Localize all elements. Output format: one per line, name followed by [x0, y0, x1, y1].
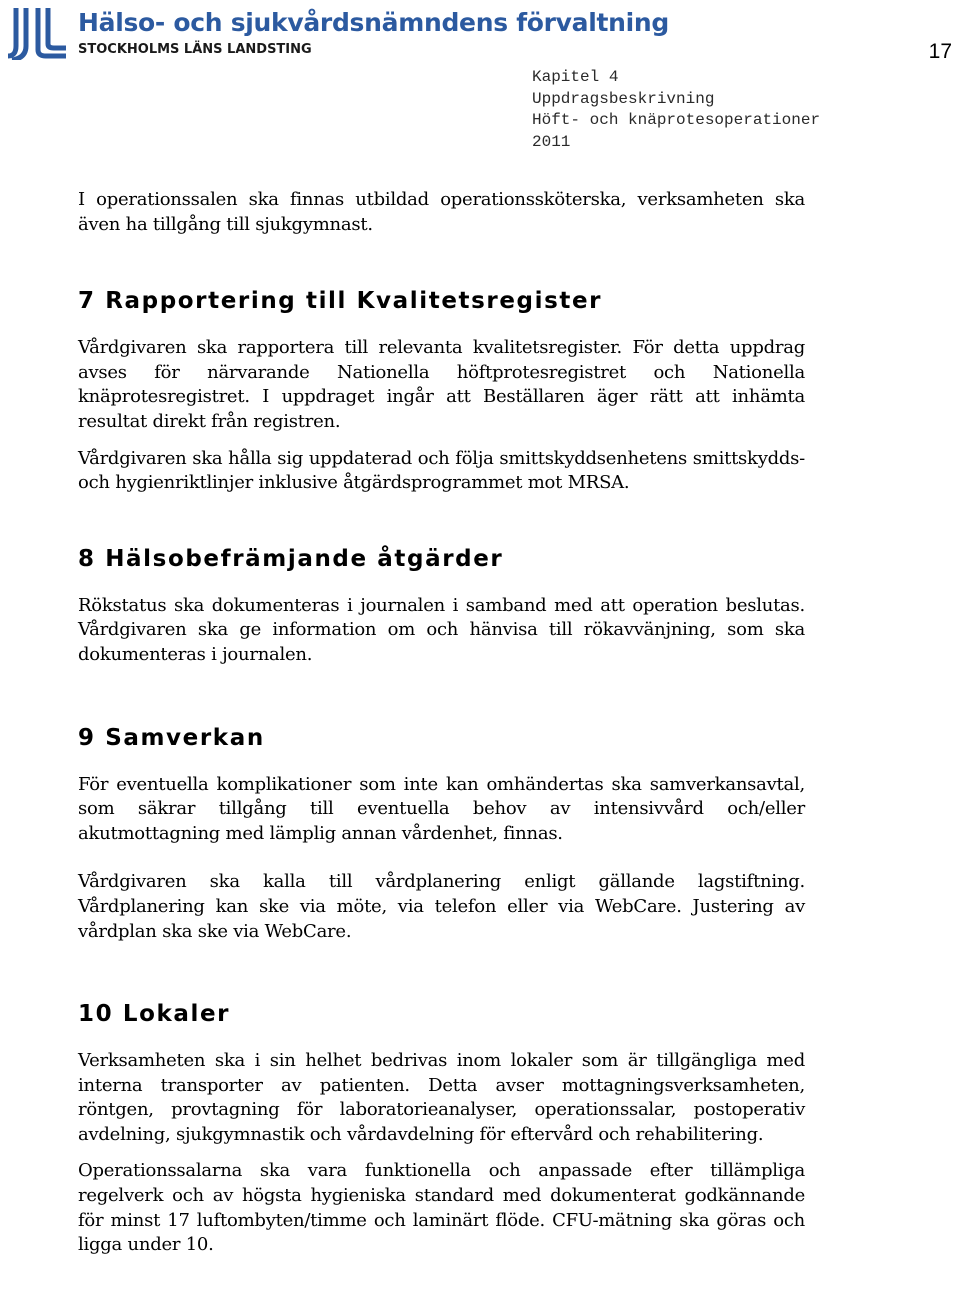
section-heading-10: 10 Lokaler: [78, 1001, 231, 1028]
org-subtitle: STOCKHOLMS LÄNS LANDSTING: [78, 42, 312, 57]
meta-year: 2011: [532, 132, 571, 151]
meta-doc-type: Uppdragsbeskrivning: [532, 89, 715, 108]
document-body: [78, 188, 805, 1258]
document-meta: [532, 67, 820, 153]
section-7-paragraph-2: Vårdgivaren ska hålla sig uppdaterad och följa smittskyddsenhetens smittskydds- och hygienriktlinjer inklusive åtgärdsprogrammet mot MRSA.: [78, 447, 805, 494]
section-7-paragraph-1: Vårdgivaren ska rapportera till relevanta kvalitetsregister. För detta uppdrag avses för närvarande Nationella höftprotesregistret och Nationella knäprotesregistret. I uppdraget ingår att Beställaren äger rätt att inhämta resultat direkt från registren.: [78, 337, 805, 432]
page-number: 17: [928, 40, 952, 63]
section-9-paragraph-1: För eventuella komplikationer som inte kan omhändertas ska samverkansavtal, som säkrar tillgång till eventuella behov av intensivvård och/eller akutmottagning med lämplig annan vårdenhet, finnas.: [78, 773, 805, 844]
section-heading-8: 8 Hälsobefrämjande åtgärder: [78, 545, 504, 572]
intro-paragraph: I operationssalen ska finnas utbildad operationssköterska, verksamheten ska även ha tillgång till sjukgymnast.: [78, 189, 805, 235]
landsting-logo: [6, 6, 68, 60]
org-name: Hälso- och sjukvårdsnämndens förvaltning: [78, 8, 670, 37]
meta-subject: Höft- och knäprotesoperationer: [532, 111, 821, 130]
section-10-paragraph-2: Operationssalarna ska vara funktionella och anpassade efter tillämpliga regelverk och av högsta hygieniska standard med dokumenterat godkännande för minst 17 luftombyten/timme och laminärt flöde. CFU-mätning ska göras och ligga under 10.: [78, 1160, 805, 1256]
section-9-paragraph-2: Vårdgivaren ska kalla till vårdplanering enligt gällande lagstiftning. Vårdplanering kan ske via möte, via telefon eller via WebCare. Justering av vårdplan ska ske via WebCare.: [78, 871, 805, 942]
section-8-paragraph-1: Rökstatus ska dokumenteras i journalen i samband med att operation beslutas. Vårdgivaren ska ge information om och hänvisa till rökavvänjning, som ska dokumenteras i journalen.: [78, 594, 805, 665]
meta-chapter: Kapitel 4: [532, 68, 619, 86]
section-heading-7: 7 Rapportering till Kvalitetsregister: [78, 288, 603, 315]
section-heading-9: 9 Samverkan: [78, 724, 265, 751]
section-10-paragraph-1: Verksamheten ska i sin helhet bedrivas inom lokaler som är tillgängliga med interna transporter av patienten. Detta avser mottagningsverksamheten, röntgen, provtagning för laboratorieanalyser, operationssalar, postoperativ avdelning, sjukgymnastik och vårdavdelning för eftervård och rehabilitering.: [78, 1050, 805, 1145]
